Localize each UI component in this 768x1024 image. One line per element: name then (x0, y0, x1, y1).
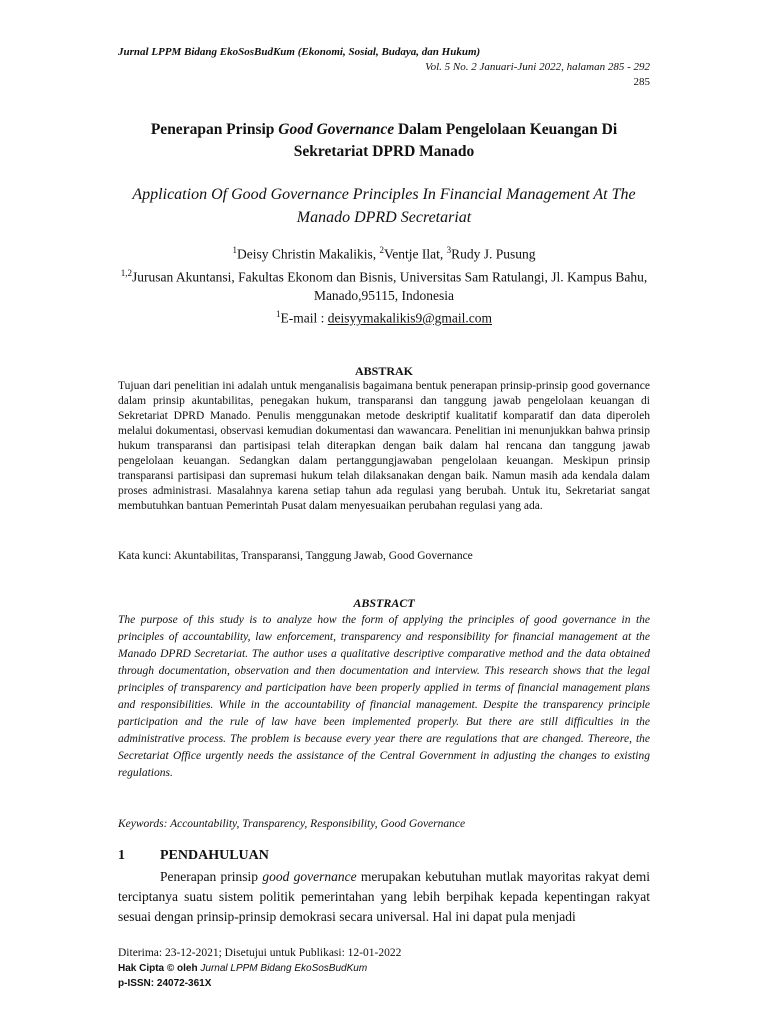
issn (118, 976, 650, 991)
title-part1: Penerapan Prinsip (150, 121, 279, 138)
author-block (118, 241, 650, 328)
author1: Deisy Christin Makalikis, (236, 246, 380, 262)
intro-start: Penerapan prinsip (160, 869, 263, 884)
abstract-heading: ABSTRACT (353, 596, 415, 610)
page-footer (118, 946, 650, 991)
intro-rest: merupakan kebutuhan mutlak mayoritas rakyat demi terciptanya suatu sistem politik pemerintahan yang lebih berpihak kepada kepentingan rakyat sesuai dengan prinsip-prinsip demokrasi secara universal. Hal ini dapat pula menjadi (118, 869, 650, 924)
author3: Rudy J. Pusung (451, 246, 536, 262)
affiliation-text: Jurusan Akuntansi, Fakultas Ekonom dan Bisnis, Universitas Sam Ratulangi, Jl. Kampus Bahu, Manado,95115, Indonesia (132, 269, 648, 303)
issn-text: p-ISSN: 24072-361X (118, 978, 212, 989)
email-link[interactable]: deisyymakalikis9@gmail.com (327, 310, 493, 326)
page-number: 285 (633, 76, 650, 88)
volume-info: Vol. 5 No. 2 Januari-Juni 2022, halaman 285 - 292 (425, 61, 650, 73)
email-line (118, 305, 650, 328)
copyright (118, 961, 650, 976)
author1-sup: 1 (232, 245, 237, 255)
abstrak-body: Tujuan dari penelitian ini adalah untuk menganalisis bagaimana bentuk penerapan prinsip-prinsip good governance dalam prinsip akuntabilitas, penegakan hukum, transparansi dan tanggung jawab pengelolaan keuangan di Sekretariat DPRD Manado. Penulis menggunakan metode deskriptif kualitatif komparatif dan data diperoleh melalui dokumentasi, observasi kemudian dokumentasi dan wawancara. Penelitian ini menunjukkan bahwa prinsip hukum transparansi dan partisipasi telah diterapkan dengan baik dalam hal rencana dan tanggung jawab pengelolaan keuangan. Sedangkan dalam pertanggungjawaban pengelolaan keuangan. Meskipun prinsip transparansi partisipasi dan supremasi hukum telah dilaksanakan dengan baik. Namun masih ada kendala dalam proses administrasi. Masalahnya karena setiap tahun ada regulasi yang berubah. Untuk itu, Sekretariat sangat membutuhkan bantuan Pemerintah Pusat dalam menyesuaikan perubahan regulasi yang ada. (118, 380, 650, 512)
copyright-journal: Jurnal LPPM Bidang EkoSosBudKum (200, 963, 368, 974)
email-sup: 1 (275, 309, 281, 319)
keywords: Keywords: Accountability, Transparency, Responsibility, Good Governance (118, 818, 466, 830)
abstrak-heading: ABSTRAK (354, 364, 413, 378)
section-heading (118, 848, 269, 864)
paper-subtitle: Application Of Good Governance Principles In Financial Management At The Manado DPRD Secretariat (132, 186, 636, 226)
abstract-body: The purpose of this study is to analyze how the form of applying the principles of good governance in the principles of accountability, law enforcement, transparency and responsibility for financial management at the Manado DPRD Secretariat. The author uses a qualitative descriptive comparative method and the data obtained through documentation, observation and then documentation and interview. This research shows that the legal principles of transparency and participation have been properly applied in terms of financial management plans and responsibilities. While in the accountability of financial management. Despite the transparency principle participation and the rule of law have been implemented properly. But there are still difficulties in the administrative process. The problem is because every year there are regulations that are changed. Thereore, the Secretariat Office urgently needs the assistance of the Central Government in adjusting the changes to existing regulations. (118, 614, 650, 779)
title-italic: Good Governance (278, 121, 395, 138)
paper-title (118, 119, 650, 163)
intro-italic: good governance (262, 869, 357, 884)
section-title: PENDAHULUAN (160, 848, 269, 863)
email-label: E-mail : (280, 310, 328, 326)
author3-sup: 3 (446, 245, 452, 255)
intro-paragraph (118, 867, 650, 927)
received-date: Diterima: 23-12-2021; Disetujui untuk Publikasi: 12-01-2022 (118, 947, 402, 959)
author2-sup: 2 (379, 245, 384, 255)
affiliation-sup: 1,2 (120, 267, 132, 278)
affiliation (118, 264, 650, 306)
section-number: 1 (118, 848, 125, 863)
author2: Ventje Ilat, (383, 246, 447, 262)
journal-name: Jurnal LPPM Bidang EkoSosBudKum (Ekonomi, Sosial, Budaya, dan Hukum) (118, 46, 481, 58)
author-list (118, 241, 650, 264)
kata-kunci: Kata kunci: Akuntabilitas, Transparansi, Tanggung Jawab, Good Governance (118, 550, 473, 562)
title-part2: Dalam Pengelolaan Keuangan Di Sekretariat DPRD Manado (293, 121, 618, 160)
copyright-label: Hak Cipta © oleh (118, 963, 201, 974)
